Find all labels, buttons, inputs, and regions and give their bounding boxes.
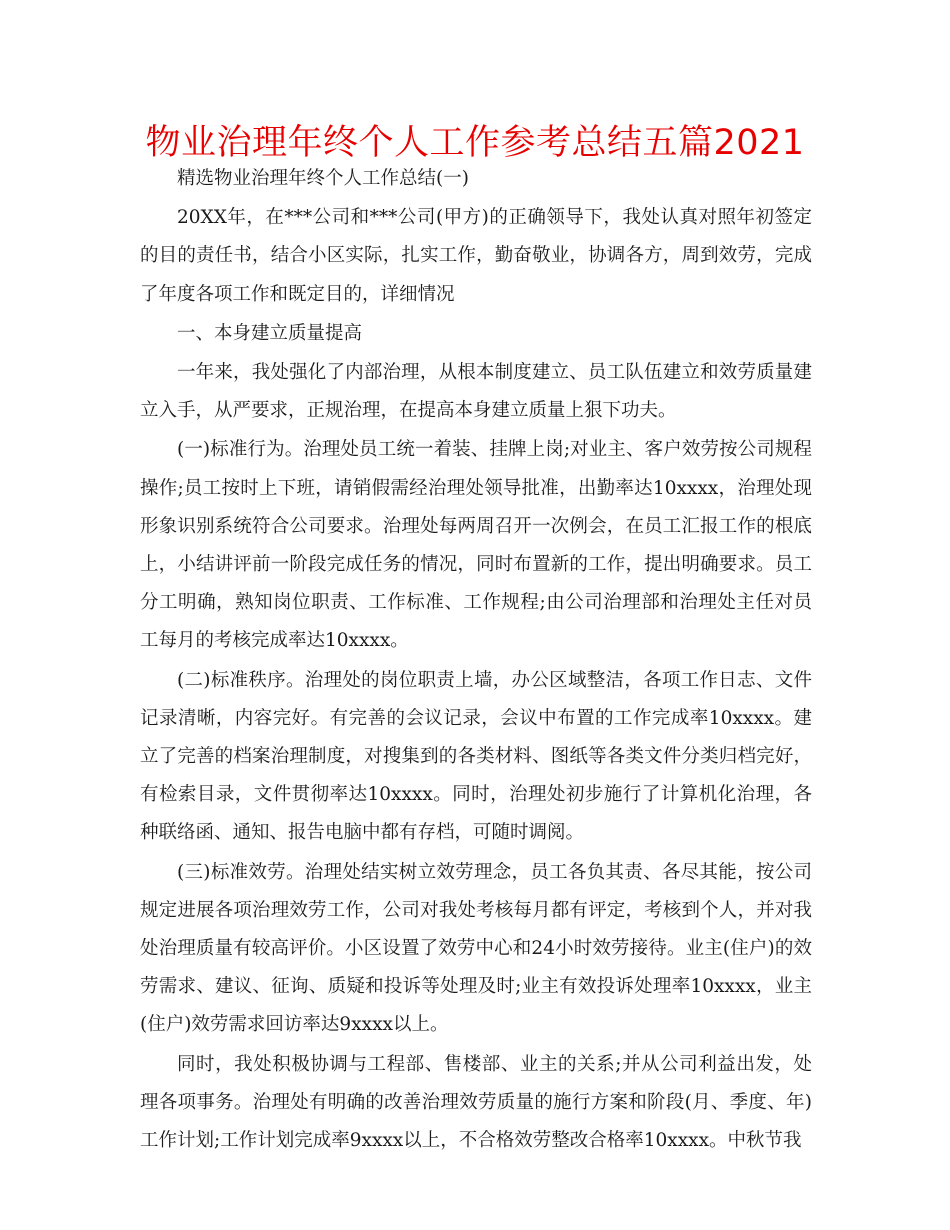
subsection-heading: 一、本身建立质量提高 xyxy=(177,322,363,344)
paragraph: (三)标准效劳。治理处结实树立效劳理念，员工各负其责、各尽其能，按公司规定进展各项治理效劳工作，公司对我处考核每月都有评定，考核到个人，并对我处治理质量有较高评价。小区设置了效劳中心和24小时效劳接待。业主(住户)的效劳需求、建议、征询、质疑和投诉等处理及时;业主有效投诉处理率10xxxx，业主(住户)效劳需求回访率达9xxxx以上。 xyxy=(140,861,812,1036)
paragraph: 同时，我处积极协调与工程部、售楼部、业主的关系;并从公司利益出发，处理各项事务。治理处有明确的改善治理效劳质量的施行方案和阶段(月、季度、年)工作计划;工作计划完成率9xxxx以上，不合格效劳整改合格率10xxxx。中秋节我 xyxy=(140,1053,812,1152)
paragraph: 一年来，我处强化了内部治理，从根本制度建立、员工队伍建立和效劳质量建立入手，从严要求，正规治理，在提高本身建立质量上狠下功夫。 xyxy=(140,362,812,422)
section-heading: 精选物业治理年终个人工作总结(一) xyxy=(177,168,469,189)
document-body xyxy=(140,160,812,1160)
paragraph: (一)标准行为。治理处员工统一着装、挂牌上岗;对业主、客户效劳按公司规程操作;员工按时上下班，请销假需经治理处领导批准，出勤率达10xxxx，治理处现形象识别系统符合公司要求。治理处每两周召开一次例会，在员工汇报工作的根底上，小结讲评前一阶段完成任务的情况，同时布置新的工作，提出明确要求。员工分工明确，熟知岗位职责、工作标准、工作规程;由公司治理部和治理处主任对员工每月的考核完成率达10xxxx。 xyxy=(140,439,812,652)
paragraph: (二)标准秩序。治理处的岗位职责上墙，办公区域整洁，各项工作日志、文件记录清晰，内容完好。有完善的会议记录，会议中布置的工作完成率10xxxx。建立了完善的档案治理制度，对搜集到的各类材料、图纸等各类文件分类归档完好，有检索目录，文件贯彻率达10xxxx。同时，治理处初步施行了计算机化治理，各种联络函、通知、报告电脑中都有存档，可随时调阅。 xyxy=(140,669,812,844)
document-title: 物业治理年终个人工作参考总结五篇2021 xyxy=(145,123,805,163)
paragraph: 20XX年，在***公司和***公司(甲方)的正确领导下，我处认真对照年初签定的目的责任书，结合小区实际，扎实工作，勤奋敬业，协调各方，周到效劳，完成了年度各项工作和既定目的，详细情况 xyxy=(140,207,812,305)
